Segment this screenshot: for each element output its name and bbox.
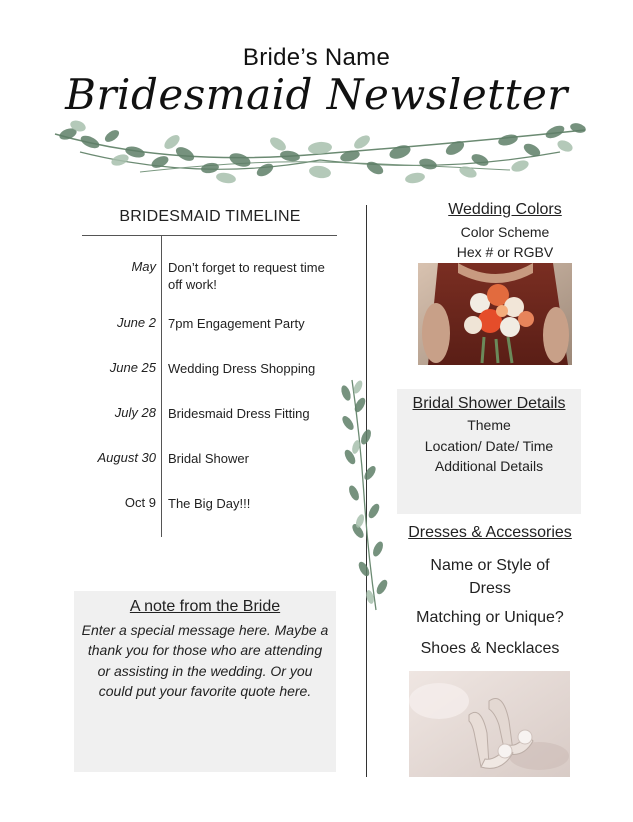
timeline-event: Wedding Dress Shopping (168, 361, 316, 376)
timeline-date: July 28 (114, 405, 156, 420)
timeline-date: Oct 9 (124, 495, 156, 510)
eucalyptus-garland-illustration (50, 112, 590, 192)
bridal-shower-line: Location/ Date/ Time (424, 438, 554, 454)
newsletter-title: Bridesmaid Newsletter (65, 70, 568, 119)
dresses-line: Name or Style of Dress (430, 557, 550, 597)
bridal-shower-line: Additional Details (434, 458, 544, 474)
bridesmaid-bouquet-photo (418, 263, 572, 365)
timeline-date: May (131, 259, 156, 274)
note-message: Enter a special message here. Maybe a thank you for those who are attending or assisting in the wedding. Or you could put your favorite quote here. (81, 622, 329, 700)
note-title: A note from the Bride (129, 598, 281, 615)
timeline-event: The Big Day!!! (168, 496, 251, 511)
timeline-event: Bridesmaid Dress Fitting (168, 406, 310, 421)
timeline-title: BRIDESMAID TIMELINE (119, 208, 301, 225)
timeline-event: Bridal Shower (168, 451, 249, 466)
bridal-shoes-photo (409, 671, 570, 777)
brides-name-heading: Bride’s Name (242, 44, 391, 71)
timeline-date: August 30 (97, 450, 156, 465)
timeline-date: June 25 (109, 360, 156, 375)
dresses-line: Matching or Unique? (416, 609, 564, 626)
timeline-event: Don’t forget to request time off work! (168, 260, 325, 292)
wedding-colors-line: Hex # or RGBV (456, 244, 554, 260)
wedding-colors-line: Color Scheme (460, 224, 550, 240)
wedding-colors-title: Wedding Colors (448, 201, 562, 218)
eucalyptus-vine-illustration (330, 375, 400, 615)
timeline-date: June 2 (116, 315, 156, 330)
timeline-column-rule (161, 235, 162, 537)
timeline-event: 7pm Engagement Party (168, 316, 305, 331)
timeline-header-rule (82, 235, 337, 236)
dresses-title: Dresses & Accessories (408, 524, 572, 541)
bridal-shower-title: Bridal Shower Details (412, 395, 566, 412)
dresses-line: Shoes & Necklaces (420, 640, 560, 657)
bridal-shower-line: Theme (467, 417, 511, 433)
